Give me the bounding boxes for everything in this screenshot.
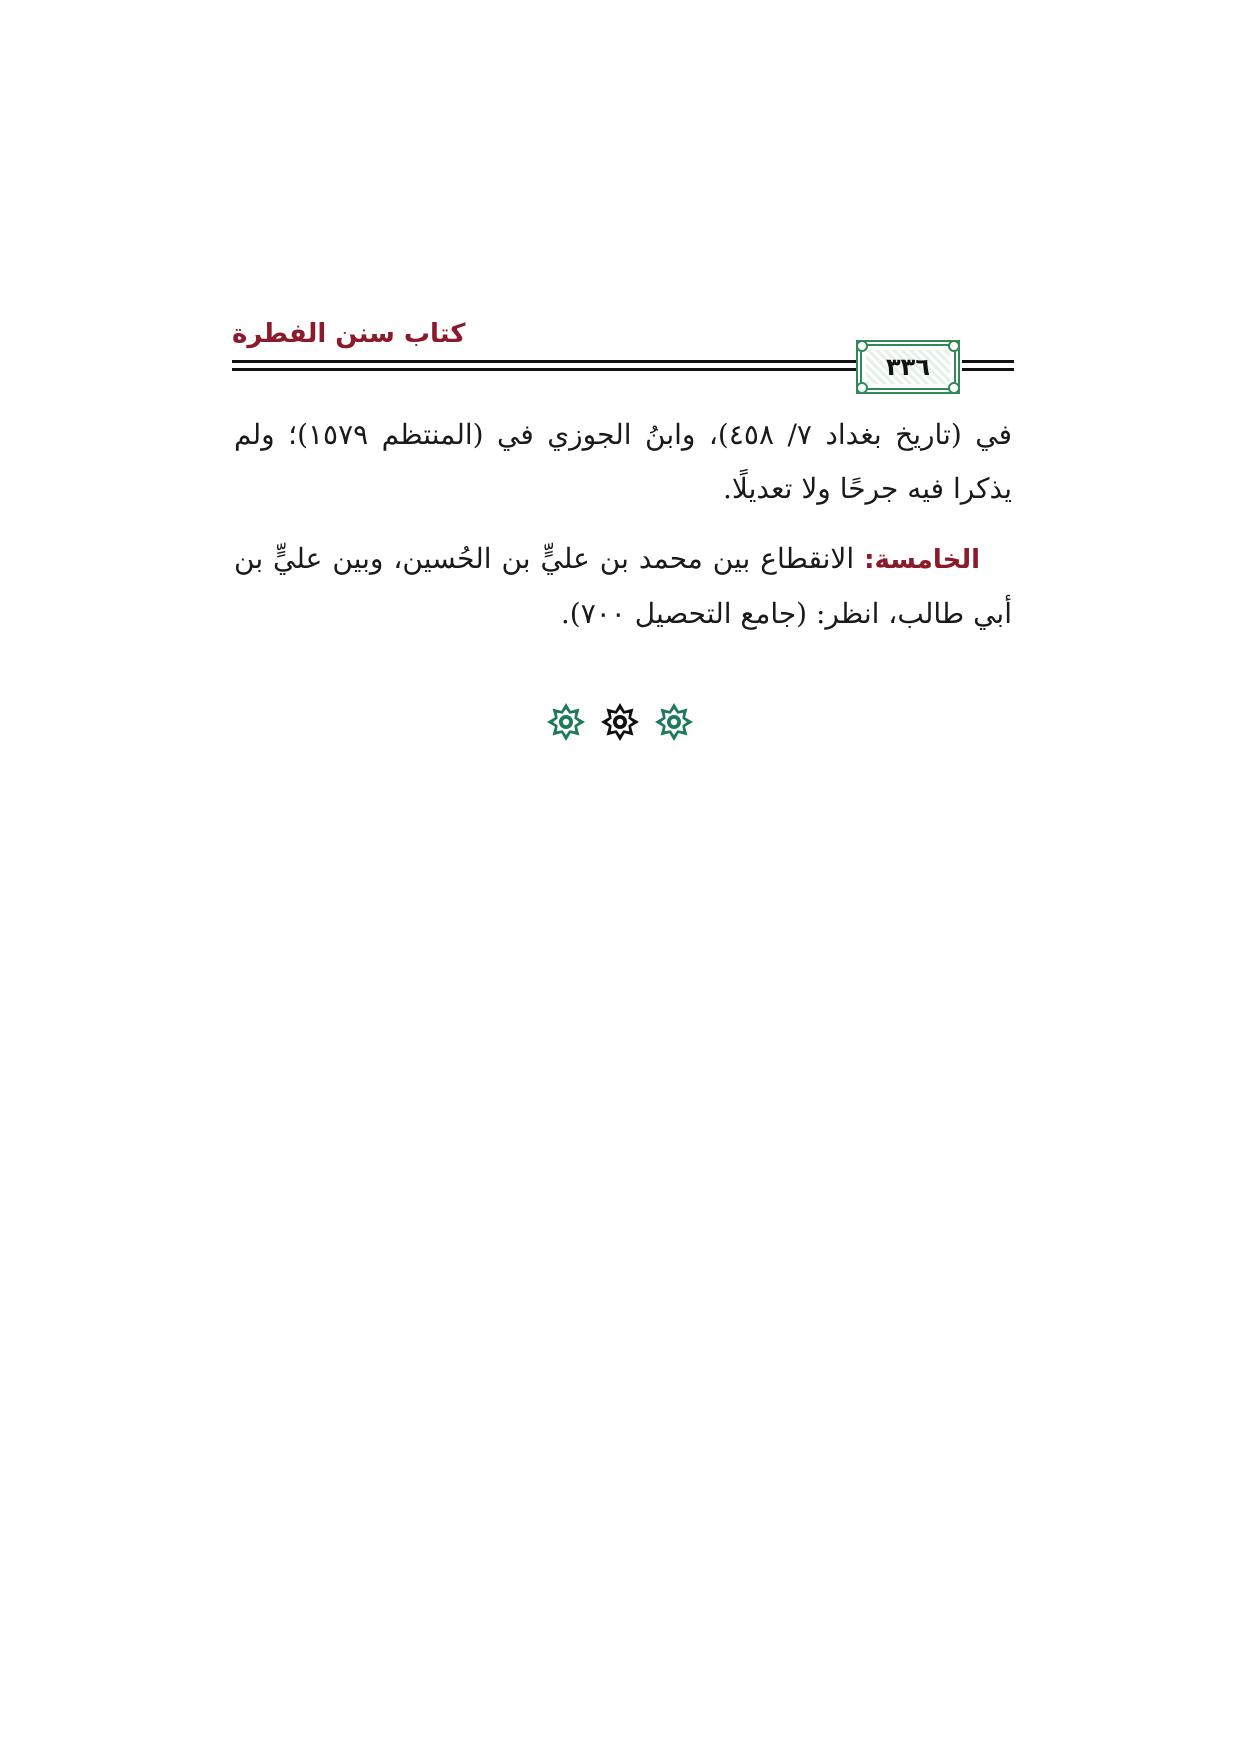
page-number: ٣٣٦	[886, 353, 930, 381]
frame-corner-icon	[856, 382, 868, 394]
page-number-frame	[860, 344, 956, 390]
frame-corner-icon	[948, 382, 960, 394]
star-ornament-icon	[546, 702, 586, 742]
frame-corner-icon	[856, 340, 868, 352]
paragraph	[234, 532, 1012, 641]
frame-corner-icon	[948, 340, 960, 352]
page-content	[234, 408, 1012, 657]
section-end-ornaments	[0, 702, 1240, 758]
header-rule	[962, 360, 1014, 363]
star-ornament-icon	[654, 702, 694, 742]
page-header	[232, 316, 1014, 392]
paragraph: في (تاريخ بغداد ٧/ ٤٥٨)، وابنُ الجوزي في (المنتظم ١٥٧٩)؛ ولم يذكرا فيه جرحًا ولا تعديلًا.	[234, 418, 1012, 505]
star-ornament-icon	[600, 702, 640, 742]
header-rule	[232, 360, 856, 363]
paragraph-lead: الخامسة:	[864, 545, 980, 575]
paragraph-text: الانقطاع بين محمد بن عليٍّ بن الحُسين، وبين عليٍّ بن أبي طالب، انظر: (جامع التحصيل ٧٠٠).	[234, 542, 1012, 630]
header-rule	[962, 368, 1014, 371]
header-rule	[232, 368, 856, 371]
running-title: كتاب سنن الفطرة	[232, 319, 466, 349]
